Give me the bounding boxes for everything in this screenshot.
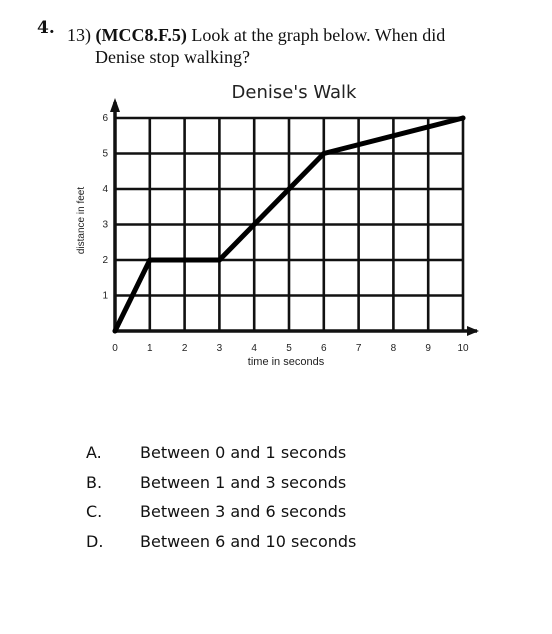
y-tick-label: 1 [102,290,108,302]
data-point [147,258,152,263]
x-tick-label: 6 [321,343,327,354]
choice-text: Between 6 and 10 seconds [140,531,357,551]
choice-text: Between 3 and 6 seconds [140,502,347,522]
data-point [461,116,466,121]
x-tick-label: 10 [457,343,469,354]
y-tick-label: 3 [102,219,108,231]
data-point [321,151,326,156]
choice-text: Between 1 and 3 seconds [140,472,347,492]
choice-letter: C. [86,502,103,522]
x-tick-label: 0 [112,343,118,354]
choice-letter: D. [86,531,104,551]
y-tick-label: 2 [102,255,108,266]
line-chart [70,76,490,376]
y-tick-label: 6 [102,113,108,124]
x-tick-label: 4 [251,343,257,354]
y-tick-label: 5 [102,148,108,160]
x-tick-label: 1 [147,343,153,354]
x-tick-label: 8 [390,343,397,354]
choice-letter: A. [86,443,102,463]
choice-b[interactable] [86,468,356,498]
chart-title: Denise's Walk [231,82,357,103]
question-number: 4. [37,18,55,38]
x-tick-label: 9 [425,343,431,354]
data-point [113,329,118,334]
x-tick-label: 5 [286,343,292,354]
x-tick-label: 3 [216,343,223,354]
y-axis-label: distance in feet [76,186,87,255]
x-tick-label: 7 [355,343,362,354]
y-tick-label: 4 [102,184,108,195]
x-tick-label: 2 [181,343,188,354]
question-text [67,24,517,68]
question-standard: (MCC8.F.5) [95,25,187,45]
choice-letter: B. [86,472,103,492]
y-axis-arrow [110,98,120,112]
question-line-2: Denise stop walking? [95,47,250,67]
choice-c[interactable] [86,497,356,527]
question-id: 13) [67,25,91,45]
choice-d[interactable] [86,527,356,557]
data-point [217,258,222,263]
x-axis-label: time in seconds [247,356,325,368]
x-axis-arrow [467,326,479,336]
choice-a[interactable] [86,438,356,468]
question-line-1: Look at the graph below. When did [191,25,446,45]
answer-choices [86,438,356,556]
choice-text: Between 0 and 1 seconds [140,443,347,463]
